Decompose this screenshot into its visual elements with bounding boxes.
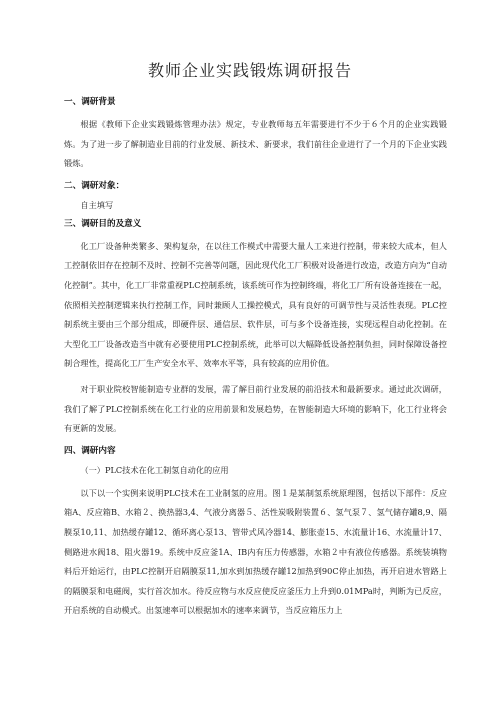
section-heading-content: 四、调研内容: [64, 445, 116, 456]
paragraph-purpose-1: 化工厂设备种类繁多、架构复杂，在以往工作模式中需要大量人工来进行控制，带来较大成本，但人工控制依旧存在控制不及时、控制不完善等问题，因此现代化工厂积极对设备进行改造，改造方向为“自动化控制”。其中，化工厂非常重视PLC控制系统，该系统可作为控制终端，将化工厂所有设备连接在一起，依照相关控制逻辑来执行控制工作，同时兼顾人工操控模式，具有良好的可调节性与灵活性表现。PLC控制系统主要由三个部分组成，即硬件层、通信层、软件层，可与多个设备连接，实现远程自动化控制。在大型化工厂设备改造当中就有必要使用PLC控制系统，此举可以大幅降低设备控制负担，同时保障设备控制合理性，提高化工厂生产安全水平、效率水平等，具有较高的应用价值。: [64, 240, 447, 369]
document-title: 教师企业实践锻炼调研报告: [147, 61, 352, 80]
paragraph-plc-example: 以下以一个实例来说明PLC技术在工业制氢的应用。图１是某制氢系统原理图，包括以下部件：反应箱A、反应箱B、水箱２、换热器3,4、气液分离器５、活性炭吸附装置６、氢气泵７、氢气储存罐8,9、隔膜泵10,11、加热缓存罐12、循环离心泵13、管带式风冷器14、膨胀壶15、水流量计16、水流量计17、侧路进水阀18、阻火器19。系统中反应釜1A、IB内有压力传感器，水箱２中有液位传感器。系统装填物料后开始运行，由PLC控制开启隔膜泵11,加水到加热缓存罐12加热到90C停止加热，再开启进水管路上的隔膜泵和电磁阀，实行首次加水。待反应物与水反应使反应釜压力上升到0.01MPa时，判断为已反应，开启系统的自动模式。出氢速率可以根据加水的速率来调节，当反应箱压力上: [64, 487, 447, 616]
paragraph-purpose-2: 对于职业院校智能制造专业群的发展，需了解目前行业发展的前沿技术和最新要求。通过此次调研，我们了解了PLC控制系统在化工行业的应用前景和发展趋势，在智能制造大环境的影响下，化工行业将会有更新的发展。: [64, 383, 447, 434]
subsection-heading-plc: （一）PLC技术在化工制氢自动化的应用: [80, 464, 229, 475]
section-heading-subject: 二、调研对象：: [64, 180, 125, 191]
document-body: [64, 96, 447, 627]
section-heading-purpose: 三、调研目的及意义: [64, 218, 142, 229]
paragraph-subject: 自主填写: [80, 199, 114, 210]
section-heading-background: 一、调研背景: [64, 97, 116, 107]
paragraph-background: 根据《教师下企业实践锻炼管理办法》规定，专业教师每五年需要进行不少于６个月的企业实践锻炼。为了进一步了解制造业目前的行业发展、新技术、新要求，我们前往企业进行了一个月的下企业实践锻炼。: [64, 119, 447, 169]
